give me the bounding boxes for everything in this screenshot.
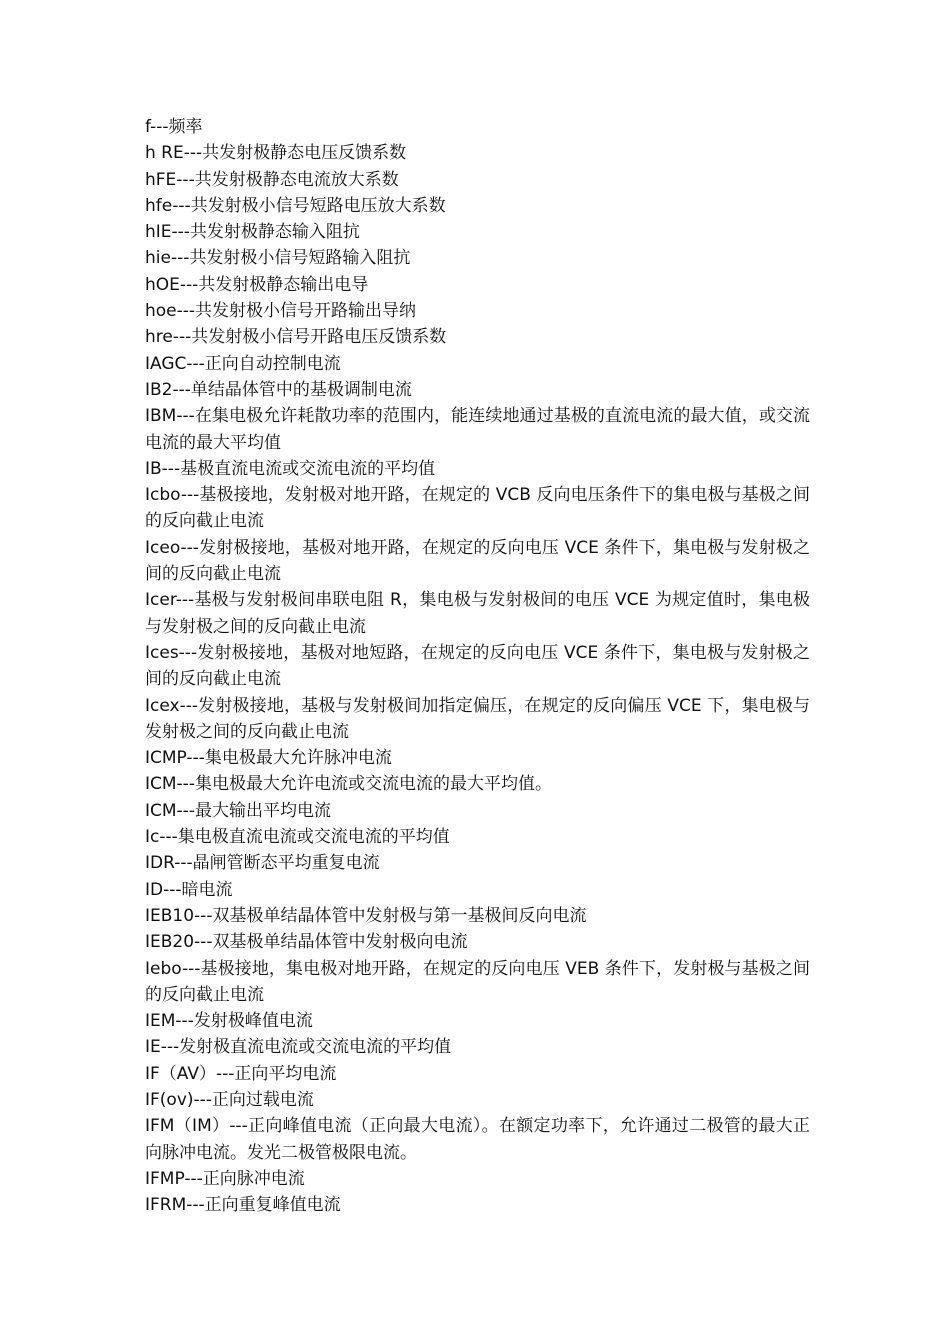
entry-icmp: ICMP---集电极最大允许脉冲电流 bbox=[145, 748, 392, 769]
entry-icex: Icex---发射极接地，基极与发射极间加指定偏压，在规定的反向偏压 VCE 下，集电极与发射极之间的反向截止电流 bbox=[145, 695, 810, 742]
entry-hre: hre---共发射极小信号开路电压反馈系数 bbox=[145, 327, 447, 348]
entry-ices: Ices---发射极接地，基极对地短路，在规定的反向电压 VCE 条件下，集电极与发射极之间的反向截止电流 bbox=[145, 642, 810, 690]
entry-hoe-small-signal: hoe---共发射极小信号开路输出导纳 bbox=[145, 301, 417, 322]
entry-hfe-static: hFE---共发射极静态电流放大系数 bbox=[145, 169, 399, 190]
entry-iceo: Iceo---发射极接地，基极对地开路，在规定的反向电压 VCE 条件下，集电极与发射极之间的反向截止电流 bbox=[145, 537, 810, 585]
entry-if-av: IF（AV）---正向平均电流 bbox=[145, 1063, 337, 1084]
entry-iem: IEM---发射极峰值电流 bbox=[145, 1011, 313, 1032]
entry-hie-static: hIE---共发射极静态输入阻抗 bbox=[145, 222, 360, 243]
entry-hie-small-signal: hie---共发射极小信号短路输入阻抗 bbox=[145, 248, 411, 269]
entry-iebo: Iebo---基极接地，集电极对地开路，在规定的反向电压 VEB 条件下，发射极与基极之间的反向截止电流 bbox=[145, 958, 810, 1005]
entry-hoe-static: hOE---共发射极静态输出电导 bbox=[145, 274, 369, 295]
entry-ie: IE---发射极直流电流或交流电流的平均值 bbox=[145, 1037, 452, 1058]
entry-ifmp: IFMP---正向脉冲电流 bbox=[145, 1168, 305, 1189]
entry-icbo: Icbo---基极接地，发射极对地开路，在规定的 VCB 反向电压条件下的集电极与基极之间的反向截止电流 bbox=[145, 485, 810, 532]
entry-iagc: IAGC---正向自动控制电流 bbox=[145, 353, 341, 374]
entry-icm-collector: ICM---集电极最大允许电流或交流电流的最大平均值。 bbox=[145, 774, 552, 795]
document-body bbox=[145, 114, 810, 1218]
entry-hfe-small-signal: hfe---共发射极小信号短路电压放大系数 bbox=[145, 195, 446, 216]
entry-idr: IDR---晶闸管断态平均重复电流 bbox=[145, 853, 380, 874]
entry-ic: Ic---集电极直流电流或交流电流的平均值 bbox=[145, 827, 450, 848]
entry-ibm: IBM---在集电极允许耗散功率的范围内，能连续地通过基极的直流电流的最大值，或交流电流的最大平均值 bbox=[145, 406, 810, 453]
entry-h-re: h RE---共发射极静态电压反馈系数 bbox=[145, 143, 407, 164]
entry-if-ov: IF(ov)---正向过载电流 bbox=[145, 1089, 314, 1110]
entry-id: ID---暗电流 bbox=[145, 879, 233, 900]
entry-ifrm: IFRM---正向重复峰值电流 bbox=[145, 1195, 341, 1216]
entry-icer: Icer---基极与发射极间串联电阻 R，集电极与发射极间的电压 VCE 为规定值时，集电极与发射极之间的反向截止电流 bbox=[145, 590, 810, 637]
entry-ieb10: IEB10---双基极单结晶体管中发射极与第一基极间反向电流 bbox=[145, 905, 587, 926]
entry-ib: IB---基极直流电流或交流电流的平均值 bbox=[145, 458, 436, 479]
entry-f: f---频率 bbox=[145, 117, 203, 137]
entry-icm-output: ICM---最大输出平均电流 bbox=[145, 800, 331, 821]
entry-ieb20: IEB20---双基极单结晶体管中发射极向电流 bbox=[145, 932, 468, 953]
entry-ifm: IFM（IM）---正向峰值电流（正向最大电流）。在额定功率下，允许通过二极管的最大正向脉冲电流。发光二极管极限电流。 bbox=[145, 1116, 810, 1163]
entry-ib2: IB2---单结晶体管中的基极调制电流 bbox=[145, 379, 412, 400]
